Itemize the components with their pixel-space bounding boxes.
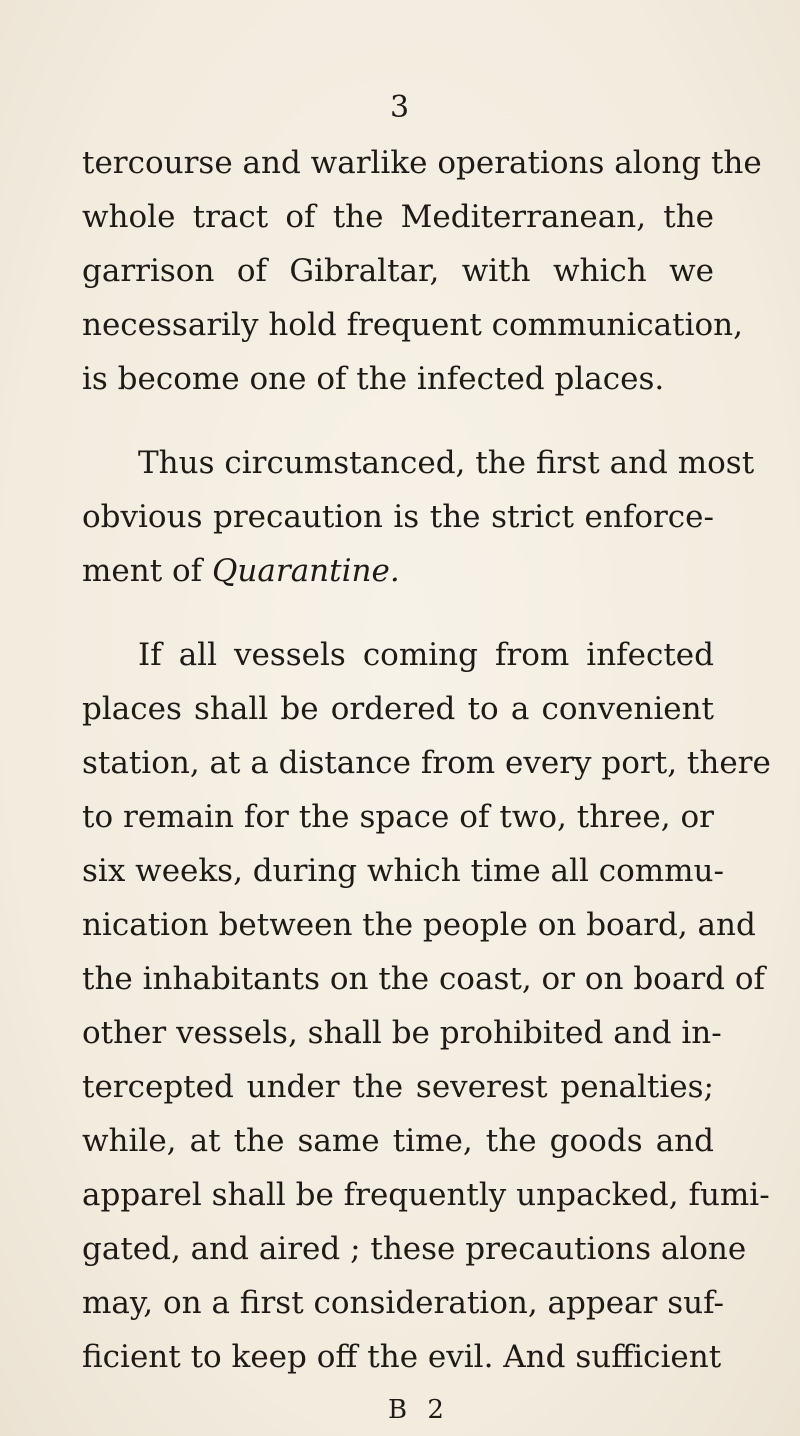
text-line: obvious precaution is the strict enforce- [82, 499, 714, 535]
text-line: ficient to keep off the evil. And sufficient [82, 1339, 722, 1375]
text-line: gated, and aired ; these precautions alone [82, 1231, 747, 1267]
page-number: 3 [389, 90, 411, 125]
text-line: may, on a first consideration, appear suf- [82, 1285, 724, 1321]
text-line: while, at the same time, the goods and [82, 1123, 714, 1159]
text-line: station, at a distance from every port, there [82, 745, 771, 781]
text-line: tercepted under the severest penalties; [82, 1069, 714, 1105]
text-line: tercourse and warlike operations along the [82, 145, 762, 181]
text-line: garrison of Gibraltar, with which we [82, 253, 714, 289]
text-line: whole tract of the Mediterranean, the [82, 199, 714, 235]
text-line: necessarily hold frequent communication, [82, 307, 744, 343]
signature-mark: B 2 [388, 1395, 450, 1425]
text-line: apparel shall be frequently unpacked, fumi- [82, 1177, 770, 1213]
text-line: the inhabitants on the coast, or on board of [82, 961, 765, 997]
text-line: Thus circumstanced, the first and most [138, 445, 755, 481]
text-line [82, 553, 714, 589]
text-line: nication between the people on board, and [82, 907, 756, 943]
text-fragment: ment of [82, 553, 213, 589]
italic-term: Quarantine. [212, 553, 400, 589]
text-line: six weeks, during which time all commu- [82, 853, 724, 889]
text-line: other vessels, shall be prohibited and in- [82, 1015, 722, 1051]
text-line: to remain for the space of two, three, or [82, 799, 714, 835]
text-line: places shall be ordered to a convenient [82, 691, 714, 727]
text-line: is become one of the infected places. [82, 361, 665, 397]
text-line: If all vessels coming from infected [138, 637, 714, 673]
